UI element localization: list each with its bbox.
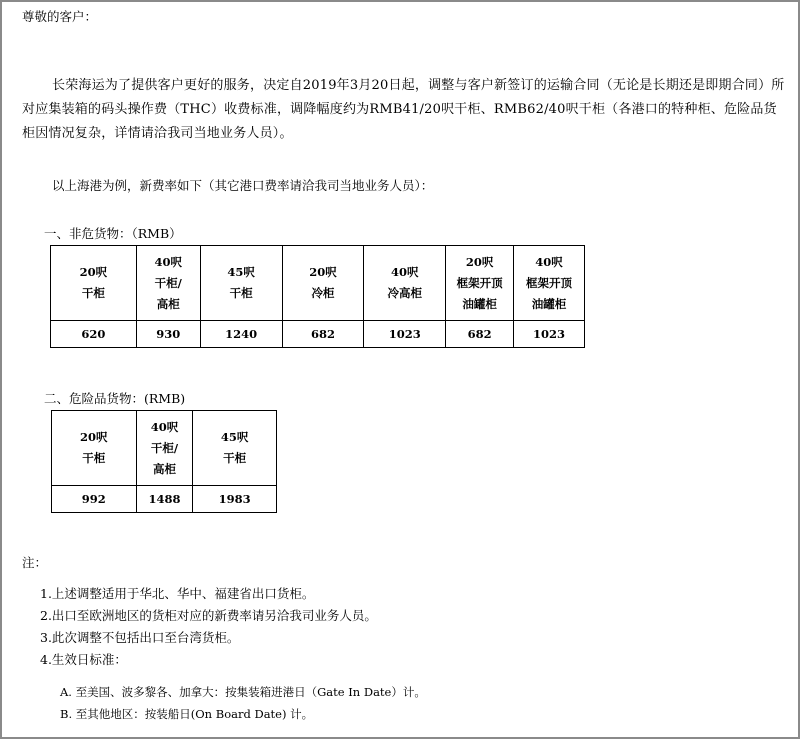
fee-cell: 992 — [52, 486, 137, 513]
column-header: 40呎 干柜/ 高柜 — [136, 246, 200, 321]
fee-cell: 682 — [446, 321, 514, 348]
column-header: 40呎 干柜/ 高柜 — [136, 411, 193, 486]
column-header: 20呎 冷柜 — [282, 246, 364, 321]
fee-cell: 1983 — [193, 486, 277, 513]
notes-label: 注： — [22, 555, 48, 570]
table-row — [52, 486, 277, 513]
table-header-row — [52, 411, 277, 486]
note-sub-item: A. 至美国、波多黎各、加拿大：按集装箱进港日（Gate In Date）计。 — [60, 685, 426, 699]
dangerous-title: 二、危险品货物：(RMB) — [44, 391, 186, 406]
note-item: 2.出口至欧洲地区的货柜对应的新费率请另洽我司业务人员。 — [40, 608, 377, 623]
column-header: 20呎 干柜 — [52, 411, 137, 486]
fee-cell: 930 — [136, 321, 200, 348]
shanghai-intro: 以上海港为例，新费率如下（其它港口费率请洽我司当地业务人员）： — [52, 178, 434, 193]
note-sub-item: B. 至其他地区：按装船日(On Board Date) 计。 — [60, 707, 314, 721]
fee-cell: 682 — [282, 321, 364, 348]
greeting: 尊敬的客户： — [22, 9, 98, 24]
column-header: 45呎 干柜 — [193, 411, 277, 486]
note-item: 3.此次调整不包括出口至台湾货柜。 — [40, 630, 240, 645]
non-dangerous-title: 一、非危货物：（RMB） — [44, 226, 182, 241]
fee-cell: 1240 — [200, 321, 282, 348]
table-row — [51, 321, 585, 348]
table-header-row — [51, 246, 585, 321]
fee-cell: 620 — [51, 321, 137, 348]
note-item: 4.生效日标准： — [40, 652, 127, 667]
column-header: 40呎 框架开顶 油罐柜 — [514, 246, 585, 321]
column-header: 40呎 冷高柜 — [364, 246, 446, 321]
column-header: 20呎 框架开顶 油罐柜 — [446, 246, 514, 321]
announcement-paragraph: 长荣海运为了提供客户更好的服务，决定自2019年3月20日起，调整与客户新签订的运输合同（无论是长期还是即期合同）所对应集装箱的码头操作费（THC）收费标准，调降幅度约为RMB41/20呎干柜、RMB62/40呎干柜（各港口的特种柜、危险品货柜因情况复杂，详情请洽我司当地业务人员）。 — [22, 78, 785, 141]
note-item: 1.上述调整适用于华北、华中、福建省出口货柜。 — [40, 586, 315, 601]
fee-cell: 1023 — [514, 321, 585, 348]
column-header: 20呎 干柜 — [51, 246, 137, 321]
fee-cell: 1488 — [136, 486, 193, 513]
non-dangerous-fee-table — [50, 245, 585, 348]
column-header: 45呎 干柜 — [200, 246, 282, 321]
fee-cell: 1023 — [364, 321, 446, 348]
dangerous-fee-table — [51, 410, 277, 513]
